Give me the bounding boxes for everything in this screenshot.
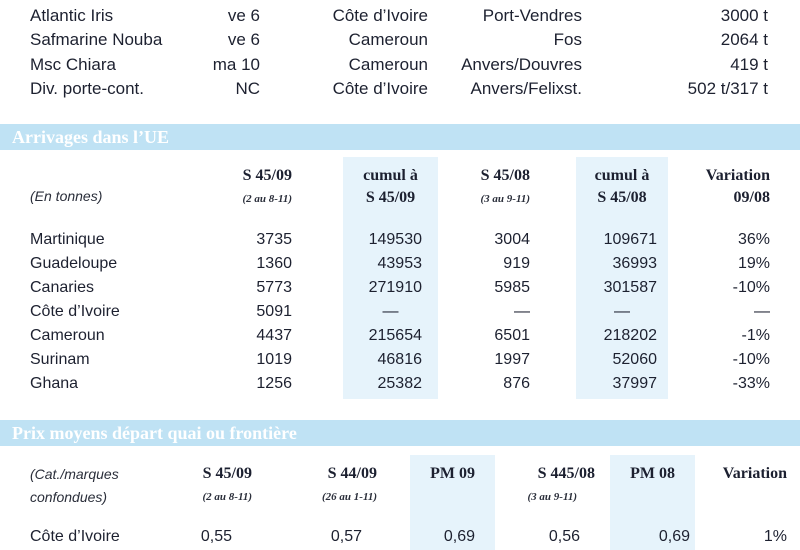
variation-cell: — xyxy=(754,303,770,320)
ship-name: Safmarine Nouba xyxy=(30,30,163,49)
price-cell: 0,69 xyxy=(658,528,690,545)
departure-day: NC xyxy=(235,79,260,98)
departure-port: Anvers/Douvres xyxy=(461,55,582,74)
origin-cell: Martinique xyxy=(30,231,105,248)
column-header: S 45/08 xyxy=(597,189,647,206)
departure-tonnage: 502 t/317 t xyxy=(687,79,768,98)
price-cell: 0,55 xyxy=(200,528,232,545)
value-cell: 5773 xyxy=(256,279,292,296)
value-cell: 218202 xyxy=(603,327,657,344)
value-cell: 215654 xyxy=(368,327,422,344)
price-cell: 0,56 xyxy=(548,528,580,545)
departure-port: Fos xyxy=(553,30,582,49)
value-cell: 5985 xyxy=(494,279,530,296)
departure-origin: Cameroun xyxy=(348,55,428,74)
section-title: Prix moyens départ quai ou frontière xyxy=(12,423,297,443)
arrivals-section-header xyxy=(0,124,800,150)
prices-section-header xyxy=(0,420,800,446)
section-title: Arrivages dans l’UE xyxy=(12,127,169,147)
value-cell: 25382 xyxy=(377,375,422,392)
value-cell: 6501 xyxy=(494,327,530,344)
value-cell: 1360 xyxy=(256,255,292,272)
column-header: S 45/08 xyxy=(480,167,530,184)
variation-cell: -10% xyxy=(732,351,770,368)
value-cell: — xyxy=(514,303,530,320)
value-cell: 3735 xyxy=(256,231,292,248)
column-header: PM 09 xyxy=(430,465,475,482)
column-subheader: (3 au 9-11) xyxy=(480,193,530,205)
variation-cell: 1% xyxy=(763,528,787,545)
departure-origin: Côte d’Ivoire xyxy=(332,6,428,25)
departure-tonnage: 3000 t xyxy=(720,6,768,25)
value-cell: 4437 xyxy=(256,327,292,344)
unit-label: (Cat./marques xyxy=(30,466,119,482)
ship-name: Atlantic Iris xyxy=(30,6,114,25)
value-cell: 1997 xyxy=(494,351,530,368)
value-cell: 109671 xyxy=(603,231,657,248)
column-header: 09/08 xyxy=(733,189,770,206)
value-cell: 36993 xyxy=(612,255,657,272)
value-cell: 52060 xyxy=(612,351,657,368)
ship-name: Msc Chiara xyxy=(30,55,116,74)
departure-tonnage: 2064 t xyxy=(720,30,768,49)
departure-port: Port-Vendres xyxy=(482,6,582,25)
value-cell: 301587 xyxy=(603,279,657,296)
column-subheader: (26 au 1-11) xyxy=(322,491,377,503)
column-header: Variation xyxy=(722,465,787,482)
departure-origin: Cameroun xyxy=(348,30,428,49)
column-header: Variation xyxy=(705,167,770,184)
departure-origin: Côte d’Ivoire xyxy=(332,79,428,98)
value-cell: 876 xyxy=(503,375,530,392)
variation-cell: -33% xyxy=(732,375,770,392)
value-cell: — xyxy=(382,303,399,320)
departure-day: ve 6 xyxy=(227,6,260,25)
value-cell: 3004 xyxy=(494,231,530,248)
variation-cell: 19% xyxy=(737,255,770,272)
origin-cell: Guadeloupe xyxy=(30,255,118,272)
column-header: S 44/09 xyxy=(327,465,377,482)
column-header: cumul à xyxy=(594,167,650,184)
unit-label: confondues) xyxy=(30,489,108,505)
column-header: S 45/09 xyxy=(242,167,292,184)
origin-cell: Canaries xyxy=(30,279,95,296)
column-subheader: (3 au 9-11) xyxy=(527,491,577,503)
origin-cell: Surinam xyxy=(30,351,90,368)
origin-cell: Côte d’Ivoire xyxy=(30,528,120,545)
column-header: S 445/08 xyxy=(537,465,595,482)
value-cell: 37997 xyxy=(612,375,657,392)
value-cell: 5091 xyxy=(256,303,292,320)
ship-name: Div. porte-cont. xyxy=(30,79,145,98)
origin-cell: Côte d’Ivoire xyxy=(30,303,120,320)
column-header: PM 08 xyxy=(630,465,675,482)
value-cell: 43953 xyxy=(377,255,422,272)
origin-cell: Cameroun xyxy=(30,327,105,344)
origin-cell: Ghana xyxy=(30,375,79,392)
column-header: cumul à xyxy=(363,167,418,184)
variation-cell: -1% xyxy=(741,327,770,344)
departure-tonnage: 419 t xyxy=(730,55,768,74)
departure-day: ma 10 xyxy=(212,55,260,74)
value-cell: 149530 xyxy=(368,231,422,248)
price-cell: 0,57 xyxy=(330,528,362,545)
column-header: S 45/09 xyxy=(365,189,416,206)
column-subheader: (2 au 8-11) xyxy=(202,491,252,503)
value-cell: 46816 xyxy=(377,351,422,368)
column-subheader: (2 au 8-11) xyxy=(242,193,292,205)
departure-port: Anvers/Felixst. xyxy=(470,79,582,98)
value-cell: — xyxy=(614,303,630,320)
variation-cell: 36% xyxy=(737,231,770,248)
value-cell: 1019 xyxy=(256,351,292,368)
variation-cell: -10% xyxy=(732,279,770,296)
price-cell: 0,69 xyxy=(443,528,475,545)
value-cell: 919 xyxy=(503,255,530,272)
value-cell: 271910 xyxy=(368,279,422,296)
value-cell: 1256 xyxy=(256,375,292,392)
departure-day: ve 6 xyxy=(227,30,260,49)
unit-label: (En tonnes) xyxy=(30,188,103,204)
column-header: S 45/09 xyxy=(202,465,252,482)
